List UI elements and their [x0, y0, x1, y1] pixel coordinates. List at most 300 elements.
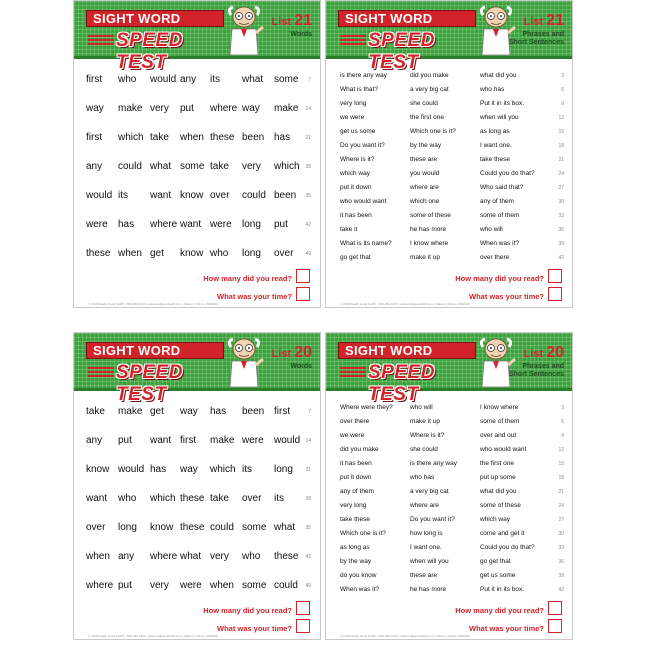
running-count: 9	[561, 101, 564, 107]
running-count: 30	[558, 199, 564, 205]
sight-word: know	[150, 522, 174, 533]
sight-word: over	[86, 522, 106, 533]
speed-test-card-list20-words	[73, 332, 321, 640]
sight-word: has	[118, 219, 135, 230]
sight-phrase: these are	[410, 572, 438, 579]
sight-phrase: take it	[340, 226, 358, 233]
sight-word: first	[86, 132, 103, 143]
time-label: What was your time?	[216, 292, 292, 301]
list-number: 21	[294, 12, 312, 29]
sight-phrase: who has	[410, 474, 435, 481]
sight-phrase: by the way	[340, 558, 372, 565]
phrase-row	[334, 195, 566, 209]
word-row	[86, 579, 311, 593]
sight-word: get	[150, 248, 164, 259]
sight-phrase: who has	[480, 86, 505, 93]
speed-test-title: SPEED TEST	[116, 362, 183, 405]
sight-word: over	[210, 190, 230, 201]
sight-phrase: some of these	[410, 212, 451, 219]
sight-word: where	[86, 580, 114, 591]
sight-word: know	[180, 248, 204, 259]
words-read-answer-box[interactable]	[296, 269, 310, 283]
sight-phrase: some of these	[480, 502, 521, 509]
time-answer-box[interactable]	[296, 287, 310, 301]
sight-word: first	[180, 435, 197, 446]
phrase-row	[334, 209, 566, 223]
running-count: 39	[558, 573, 564, 579]
sight-word: know	[86, 464, 110, 475]
word-row	[86, 131, 311, 145]
sight-phrase: where are	[410, 184, 439, 191]
phrase-row	[334, 167, 566, 181]
running-count: 7	[308, 409, 311, 415]
sight-phrase: When was it?	[340, 586, 380, 593]
word-row	[86, 160, 311, 174]
sight-phrase: did you make	[410, 72, 449, 79]
sight-phrase: make it up	[410, 254, 440, 261]
running-count: 14	[305, 106, 311, 112]
sight-phrase: I want one.	[480, 142, 512, 149]
sight-phrase: very long	[340, 502, 367, 509]
running-count: 24	[558, 503, 564, 509]
time-answer-box[interactable]	[548, 287, 562, 301]
running-count: 33	[558, 545, 564, 551]
sight-word: take	[210, 493, 229, 504]
sight-word-banner: SIGHT WORD	[338, 342, 476, 359]
sight-word: these	[210, 132, 235, 143]
word-row	[86, 405, 311, 419]
running-count: 15	[558, 461, 564, 467]
sight-word: which	[118, 132, 144, 143]
phrase-row	[334, 181, 566, 195]
sight-word: what	[242, 74, 264, 85]
sight-phrase: put it down	[340, 474, 372, 481]
sight-word: any	[86, 161, 103, 172]
sight-word: put	[274, 219, 288, 230]
sight-phrase: how long is	[410, 530, 443, 537]
sight-word: which	[210, 464, 236, 475]
sight-word: first	[86, 74, 103, 85]
card-header	[326, 1, 572, 73]
sight-phrase: put it down	[340, 184, 372, 191]
word-row	[86, 189, 311, 203]
sight-phrase: take these	[480, 156, 510, 163]
sight-word-banner: SIGHT WORD	[86, 342, 224, 359]
running-count: 28	[305, 496, 311, 502]
list-number: 20	[294, 344, 312, 361]
sight-phrase: is there any way	[410, 460, 457, 467]
phrase-row	[334, 237, 566, 251]
sight-word: who	[118, 493, 137, 504]
phrase-row	[334, 569, 566, 583]
running-count: 24	[558, 171, 564, 177]
sight-word: what	[150, 161, 172, 172]
sight-phrase: put up some	[480, 474, 516, 481]
running-count: 12	[558, 115, 564, 121]
how-many-read-label: How many did you read?	[455, 606, 544, 615]
sight-word: these	[274, 551, 299, 562]
sight-word: could	[118, 161, 142, 172]
list-prefix: List	[523, 348, 544, 360]
word-row	[86, 463, 311, 477]
sight-word: would	[274, 435, 301, 446]
sight-word: been	[274, 190, 297, 201]
phrase-row	[334, 139, 566, 153]
sight-phrase: Put it in its box.	[480, 100, 525, 107]
word-row	[86, 247, 311, 261]
running-count: 49	[305, 583, 311, 589]
sight-word: which	[150, 493, 176, 504]
sight-word: what	[180, 551, 202, 562]
word-row	[86, 434, 311, 448]
phrase-row	[334, 83, 566, 97]
sight-phrase: over and out	[480, 432, 517, 439]
phrase-row	[334, 457, 566, 471]
sight-word: take	[86, 406, 105, 417]
sight-phrase: When was it?	[480, 240, 520, 247]
phrase-row	[334, 555, 566, 569]
list-number-label	[524, 14, 564, 29]
sight-word: make	[118, 103, 143, 114]
time-answer-box[interactable]	[296, 619, 310, 633]
sight-phrase: very long	[340, 100, 367, 107]
sight-phrase: I know where	[410, 240, 449, 247]
sight-word: where	[210, 103, 238, 114]
words-read-answer-box[interactable]	[548, 601, 562, 615]
sight-phrase: what did you	[480, 72, 517, 79]
sight-word: has	[210, 406, 227, 417]
sight-phrase: as long as	[480, 128, 510, 135]
sight-word: make	[118, 406, 143, 417]
words-read-answer-box[interactable]	[548, 269, 562, 283]
sight-phrase: who will	[480, 226, 503, 233]
sight-phrase: which way	[480, 516, 510, 523]
sight-word: some	[242, 580, 267, 591]
sight-phrase: some of them	[480, 212, 520, 219]
sight-phrase: go get that	[340, 254, 371, 261]
sight-word: its	[242, 464, 252, 475]
phrase-row	[334, 499, 566, 513]
card-header	[74, 333, 320, 405]
sight-word: who	[210, 248, 229, 259]
sight-phrase: Could you do that?	[480, 170, 535, 177]
phrase-grid	[334, 69, 566, 265]
sight-phrase: any of them	[340, 488, 374, 495]
sight-word: would	[150, 74, 177, 85]
sight-word: make	[274, 103, 299, 114]
sight-phrase: over there	[340, 418, 370, 425]
running-count: 35	[305, 193, 311, 199]
list-subtitle: Words	[290, 363, 312, 370]
sight-phrase: What is its name?	[340, 240, 392, 247]
running-count: 42	[305, 554, 311, 560]
list-subtitle: Phrases and Short Sentences	[508, 363, 564, 378]
how-many-read-label: How many did you read?	[455, 274, 544, 283]
sight-phrase: we were	[340, 114, 365, 121]
list-subtitle: Words	[290, 31, 312, 38]
copyright-footer: © 2018 Really Good Stuff® • 800-366-1920 • www.reallygoodstuff.com • Made in China • #000000	[88, 634, 218, 638]
sight-word: these	[180, 522, 205, 533]
sight-word: could	[242, 190, 266, 201]
sight-word: put	[118, 435, 132, 446]
list-prefix: List	[271, 16, 292, 28]
phrase-row	[334, 485, 566, 499]
running-count: 42	[558, 587, 564, 593]
card-header	[74, 1, 320, 73]
sight-word: been	[242, 406, 265, 417]
speed-test-card-list20-phrases	[325, 332, 573, 640]
phrase-row	[334, 527, 566, 541]
sight-phrase: over there	[480, 254, 510, 261]
running-count: 7	[308, 77, 311, 83]
scientist-mascot-icon	[476, 3, 516, 57]
sight-phrase: you would	[410, 170, 440, 177]
phrase-grid	[334, 401, 566, 597]
sight-phrase: Could you do that?	[480, 544, 535, 551]
running-count: 3	[561, 405, 564, 411]
sight-phrase: who would want	[480, 446, 527, 453]
sight-word: when	[210, 580, 234, 591]
sight-word: who	[118, 74, 137, 85]
running-count: 6	[561, 87, 564, 93]
sight-word: what	[274, 522, 296, 533]
sight-word: where	[150, 551, 178, 562]
scientist-mascot-icon	[224, 335, 264, 389]
sight-word: these	[180, 493, 205, 504]
sight-word-banner: SIGHT WORD	[86, 10, 224, 27]
sight-word: would	[118, 464, 145, 475]
word-row	[86, 73, 311, 87]
sight-word: way	[180, 464, 198, 475]
sight-word: very	[150, 103, 169, 114]
sight-word: get	[150, 406, 164, 417]
sight-phrase: Which one is it?	[410, 128, 456, 135]
phrase-row	[334, 153, 566, 167]
sight-phrase: she could	[410, 100, 438, 107]
copyright-footer: © 2018 Really Good Stuff® • 800-366-1920 • www.reallygoodstuff.com • Made in China • #000000	[340, 634, 470, 638]
sight-phrase: I want one.	[410, 544, 442, 551]
sight-phrase: What is that?	[340, 86, 378, 93]
phrase-row	[334, 401, 566, 415]
sight-phrase: by the way	[410, 142, 442, 149]
time-label: What was your time?	[468, 624, 544, 633]
speed-test-title: SPEED TEST	[116, 30, 183, 73]
sight-word: way	[86, 103, 104, 114]
phrase-row	[334, 471, 566, 485]
sight-word: when	[118, 248, 142, 259]
scientist-mascot-icon	[476, 335, 516, 389]
sight-word: when	[86, 551, 110, 562]
speed-test-title: SPEED TEST	[368, 30, 435, 73]
sight-word: when	[180, 132, 204, 143]
sight-word: over	[274, 248, 294, 259]
copyright-footer: © 2018 Really Good Stuff® • 800-366-1920 • www.reallygoodstuff.com • Made in China • #000000	[340, 302, 470, 306]
sight-phrase: Where is it?	[340, 156, 375, 163]
sight-word: which	[274, 161, 300, 172]
sight-word: want	[150, 435, 172, 446]
running-count: 6	[561, 419, 564, 425]
phrase-row	[334, 583, 566, 597]
time-label: What was your time?	[216, 624, 292, 633]
sight-phrase: Who said that?	[480, 184, 524, 191]
running-count: 18	[558, 475, 564, 481]
sight-word: some	[180, 161, 205, 172]
sight-phrase: come and get it	[480, 530, 525, 537]
sight-word: would	[86, 190, 113, 201]
sight-word: way	[180, 406, 198, 417]
running-count: 36	[558, 559, 564, 565]
sight-phrase: make it up	[410, 418, 440, 425]
sight-phrase: he has more	[410, 226, 447, 233]
speed-test-card-list21-phrases	[325, 0, 573, 308]
sight-phrase: who will	[410, 404, 433, 411]
sight-word: were	[210, 219, 232, 230]
sight-word: long	[274, 464, 293, 475]
sight-word: take	[150, 132, 169, 143]
sight-phrase: when will you	[410, 558, 449, 565]
sight-word: some	[242, 522, 267, 533]
sight-phrase: he has more	[410, 586, 447, 593]
sight-phrase: Where is it?	[410, 432, 445, 439]
sight-phrase: a very big cat	[410, 86, 449, 93]
phrase-row	[334, 429, 566, 443]
sight-word: its	[210, 74, 220, 85]
running-count: 15	[558, 129, 564, 135]
phrase-row	[334, 223, 566, 237]
sight-word: want	[180, 219, 202, 230]
running-count: 21	[558, 157, 564, 163]
phrase-row	[334, 251, 566, 265]
sight-phrase: who would want	[340, 198, 387, 205]
sight-phrase: what did you	[480, 488, 517, 495]
running-count: 21	[558, 489, 564, 495]
sight-phrase: it has been	[340, 212, 372, 219]
sight-phrase: as long as	[340, 544, 370, 551]
sight-word: long	[118, 522, 137, 533]
word-row	[86, 550, 311, 564]
running-count: 14	[305, 438, 311, 444]
speed-test-card-list21-words	[73, 0, 321, 308]
sight-phrase: take these	[340, 516, 370, 523]
running-count: 39	[558, 241, 564, 247]
how-many-read-label: How many did you read?	[203, 606, 292, 615]
running-count: 42	[305, 222, 311, 228]
sight-word: some	[274, 74, 299, 85]
sight-phrase: Do you want it?	[340, 142, 385, 149]
sight-word: were	[86, 219, 108, 230]
phrase-row	[334, 443, 566, 457]
running-count: 27	[558, 517, 564, 523]
card-header	[326, 333, 572, 405]
sight-phrase: it has been	[340, 460, 372, 467]
sight-phrase: these are	[410, 156, 438, 163]
running-count: 35	[305, 525, 311, 531]
sight-word: very	[242, 161, 261, 172]
sight-word: could	[274, 580, 298, 591]
sight-word: where	[150, 219, 178, 230]
sight-word: want	[86, 493, 108, 504]
sight-word: any	[180, 74, 197, 85]
word-row	[86, 521, 311, 535]
sight-phrase: she could	[410, 446, 438, 453]
sight-word: who	[242, 551, 261, 562]
sight-phrase: did you make	[340, 446, 379, 453]
copyright-footer: © 2018 Really Good Stuff® • 800-366-1920 • www.reallygoodstuff.com • Made in China • #000000	[88, 302, 218, 306]
running-count: 21	[305, 467, 311, 473]
sight-word: know	[180, 190, 204, 201]
sight-phrase: where are	[410, 502, 439, 509]
list-number: 21	[546, 12, 564, 29]
running-count: 36	[558, 227, 564, 233]
sight-word: way	[242, 103, 260, 114]
sight-phrase: a very big cat	[410, 488, 449, 495]
time-answer-box[interactable]	[548, 619, 562, 633]
scientist-mascot-icon	[224, 3, 264, 57]
sight-word: its	[274, 493, 284, 504]
phrase-row	[334, 111, 566, 125]
sight-word: very	[210, 551, 229, 562]
phrase-row	[334, 69, 566, 83]
word-row	[86, 492, 311, 506]
sight-word: these	[86, 248, 111, 259]
time-label: What was your time?	[468, 292, 544, 301]
sight-phrase: is there any way	[340, 72, 387, 79]
sight-word: make	[210, 435, 235, 446]
running-count: 9	[561, 433, 564, 439]
running-count: 33	[558, 213, 564, 219]
phrase-row	[334, 415, 566, 429]
word-row	[86, 102, 311, 116]
sight-word: long	[242, 219, 261, 230]
sight-phrase: Do you want it?	[410, 516, 455, 523]
running-count: 30	[558, 531, 564, 537]
sight-phrase: some of them	[480, 418, 520, 425]
phrase-row	[334, 541, 566, 555]
list-subtitle: Phrases and Short Sentences	[508, 31, 564, 46]
sight-word: its	[118, 190, 128, 201]
sight-phrase: which way	[340, 170, 370, 177]
sight-phrase: Where were they?	[340, 404, 393, 411]
word-row	[86, 218, 311, 232]
sight-word: any	[118, 551, 135, 562]
running-count: 12	[558, 447, 564, 453]
sight-phrase: Put it in its box.	[480, 586, 525, 593]
running-count: 27	[558, 185, 564, 191]
running-count: 18	[558, 143, 564, 149]
sight-word: first	[274, 406, 291, 417]
sight-phrase: which one	[410, 198, 440, 205]
list-number-label	[272, 346, 312, 361]
running-count: 49	[305, 251, 311, 257]
list-number: 20	[546, 344, 564, 361]
running-count: 3	[561, 73, 564, 79]
list-prefix: List	[523, 16, 544, 28]
list-number-label	[524, 346, 564, 361]
how-many-read-label: How many did you read?	[203, 274, 292, 283]
sight-word: long	[242, 248, 261, 259]
running-count: 28	[305, 164, 311, 170]
phrase-row	[334, 97, 566, 111]
sight-phrase: we were	[340, 432, 365, 439]
sight-word: has	[150, 464, 167, 475]
sight-word: were	[242, 435, 264, 446]
sight-phrase: the first one	[480, 460, 514, 467]
running-count: 21	[305, 135, 311, 141]
phrase-row	[334, 125, 566, 139]
words-read-answer-box[interactable]	[296, 601, 310, 615]
sight-phrase: get us some	[340, 128, 376, 135]
sight-word: over	[242, 493, 262, 504]
